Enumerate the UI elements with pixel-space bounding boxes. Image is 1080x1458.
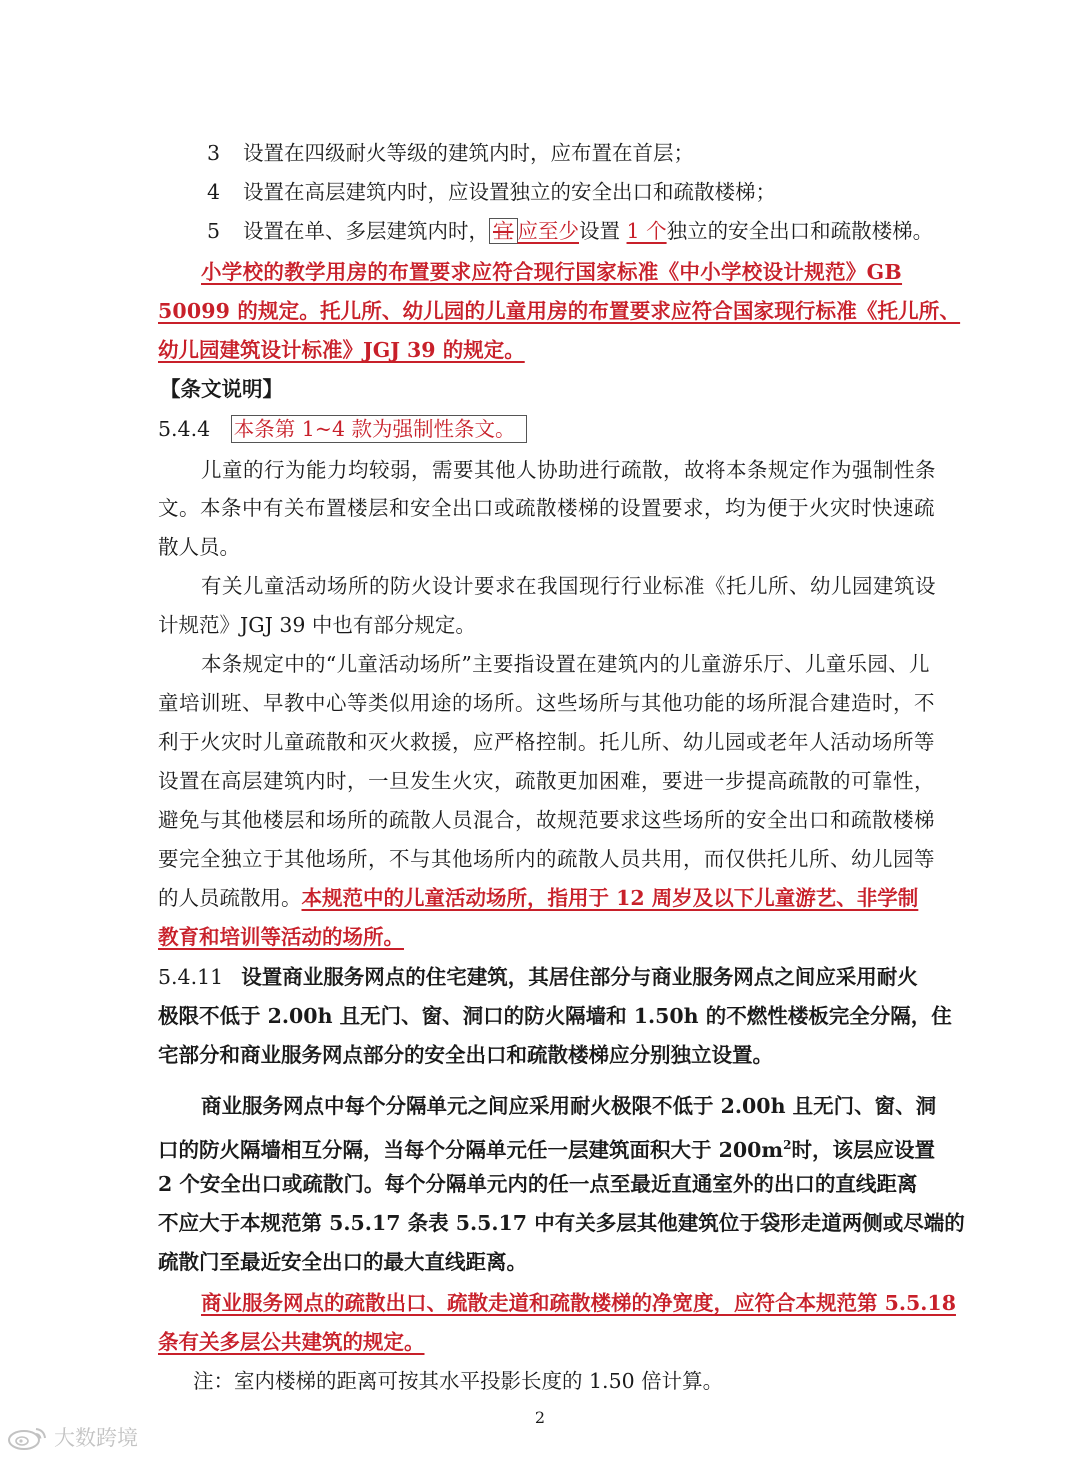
clause-5-4-11 bbox=[158, 964, 948, 990]
item-number: 5 bbox=[207, 219, 221, 243]
mandatory-note-box: 本条第 1~4 款为强制性条文。 bbox=[231, 415, 527, 443]
paragraph-line: 计规范》JGJ 39 中也有部分规定。 bbox=[158, 613, 476, 637]
clause-number: 5.4.4 bbox=[158, 417, 211, 441]
item-5 bbox=[207, 218, 997, 244]
addition-line: 50099 的规定。托儿所、幼儿园的儿童用房的布置要求应符合国家现行标准《托儿所、 bbox=[158, 299, 961, 323]
paragraph-line: 利于火灾时儿童疏散和灭火救援，应严格控制。托儿所、幼儿园或老年人活动场所等 bbox=[158, 730, 935, 754]
addition-line: 条有关多层公共建筑的规定。 bbox=[158, 1330, 425, 1354]
deleted-text: 宜 bbox=[489, 218, 518, 244]
paragraph-line bbox=[158, 1132, 948, 1163]
clause-number: 5.4.11 bbox=[158, 965, 224, 989]
item-number: 3 bbox=[207, 141, 221, 165]
paragraph-text: 口的防火隔墙相互分隔，当每个分隔单元任一层建筑面积大于 200m bbox=[158, 1138, 784, 1162]
superscript: 2 bbox=[783, 1138, 792, 1152]
watermark bbox=[6, 1422, 138, 1452]
weibo-logo-icon bbox=[6, 1423, 50, 1451]
inserted-text: 1 个 bbox=[626, 219, 667, 243]
item-text: 设置在四级耐火等级的建筑内时，应布置在首层； bbox=[243, 141, 694, 165]
item-text: 设置 bbox=[579, 219, 627, 243]
addition-line: 小学校的教学用房的布置要求应符合现行国家标准《中小学校设计规范》GB bbox=[201, 260, 903, 284]
item-text: 独立的安全出口和疏散楼梯。 bbox=[666, 219, 934, 243]
paragraph-line: 商业服务网点中每个分隔单元之间应采用耐火极限不低于 2.00h 且无门、窗、洞 bbox=[201, 1094, 937, 1118]
clause-5-4-4 bbox=[158, 416, 948, 442]
item-text: 设置在单、多层建筑内时， bbox=[243, 219, 489, 243]
addition-line: 幼儿园建筑设计标准》JGJ 39 的规定。 bbox=[158, 338, 525, 362]
page-number: 2 bbox=[534, 1408, 546, 1427]
item-4 bbox=[207, 179, 997, 205]
paragraph-line bbox=[158, 885, 948, 911]
paragraph-text: 的人员疏散用。 bbox=[158, 886, 302, 910]
item-text: 设置在高层建筑内时，应设置独立的安全出口和疏散楼梯； bbox=[243, 180, 776, 204]
clause-text: 宅部分和商业服务网点部分的安全出口和疏散楼梯应分别独立设置。 bbox=[158, 1043, 773, 1067]
addition-text: 本规范中的儿童活动场所，指用于 12 周岁及以下儿童游艺、非学制 bbox=[301, 886, 919, 910]
note: 注：室内楼梯的距离可按其水平投影长度的 1.50 倍计算。 bbox=[193, 1369, 724, 1393]
paragraph-line: 有关儿童活动场所的防火设计要求在我国现行行业标准《托儿所、幼儿园建筑设 bbox=[201, 574, 936, 598]
item-number: 4 bbox=[207, 180, 221, 204]
paragraph-line: 不应大于本规范第 5.5.17 条表 5.5.17 中有关多层其他建筑位于袋形走道两侧或尽端的 bbox=[158, 1211, 965, 1235]
watermark-text: 大数跨境 bbox=[54, 1426, 138, 1450]
paragraph-line: 文。本条中有关布置楼层和安全出口或疏散楼梯的设置要求，均为便于火灾时快速疏 bbox=[158, 496, 935, 520]
addition-line: 商业服务网点的疏散出口、疏散走道和疏散楼梯的净宽度，应符合本规范第 5.5.18 bbox=[201, 1291, 956, 1315]
paragraph-line: 疏散门至最近安全出口的最大直线距离。 bbox=[158, 1250, 527, 1274]
paragraph-line: 本条规定中的“儿童活动场所”主要指设置在建筑内的儿童游乐厅、儿童乐园、儿 bbox=[201, 652, 930, 676]
paragraph-line: 散人员。 bbox=[158, 535, 240, 559]
paragraph-line: 避免与其他楼层和场所的疏散人员混合，故规范要求这些场所的安全出口和疏散楼梯 bbox=[158, 808, 935, 832]
paragraph-line: 要完全独立于其他场所，不与其他场所内的疏散人员共用，而仅供托儿所、幼儿园等 bbox=[158, 847, 935, 871]
paragraph-line: 2 个安全出口或疏散门。每个分隔单元内的任一点至最近直通室外的出口的直线距离 bbox=[158, 1172, 918, 1196]
paragraph-line: 童培训班、早教中心等类似用途的场所。这些场所与其他功能的场所混合建造时，不 bbox=[158, 691, 935, 715]
clause-text: 设置商业服务网点的住宅建筑，其居住部分与商业服务网点之间应采用耐火 bbox=[241, 965, 918, 989]
addition-line: 教育和培训等活动的场所。 bbox=[158, 925, 404, 949]
paragraph-text: 时，该层应设置 bbox=[791, 1138, 935, 1162]
clause-text: 极限不低于 2.00h 且无门、窗、洞口的防火隔墙和 1.50h 的不燃性楼板完全分隔，住 bbox=[158, 1004, 952, 1028]
item-3 bbox=[207, 140, 997, 166]
paragraph-line: 设置在高层建筑内时，一旦发生火灾，疏散更加困难，要进一步提高疏散的可靠性， bbox=[158, 769, 935, 793]
paragraph-line: 儿童的行为能力均较弱，需要其他人协助进行疏散，故将本条规定作为强制性条 bbox=[201, 458, 936, 482]
inserted-text: 应至少 bbox=[517, 219, 579, 243]
section-heading: 【条文说明】 bbox=[160, 377, 283, 401]
